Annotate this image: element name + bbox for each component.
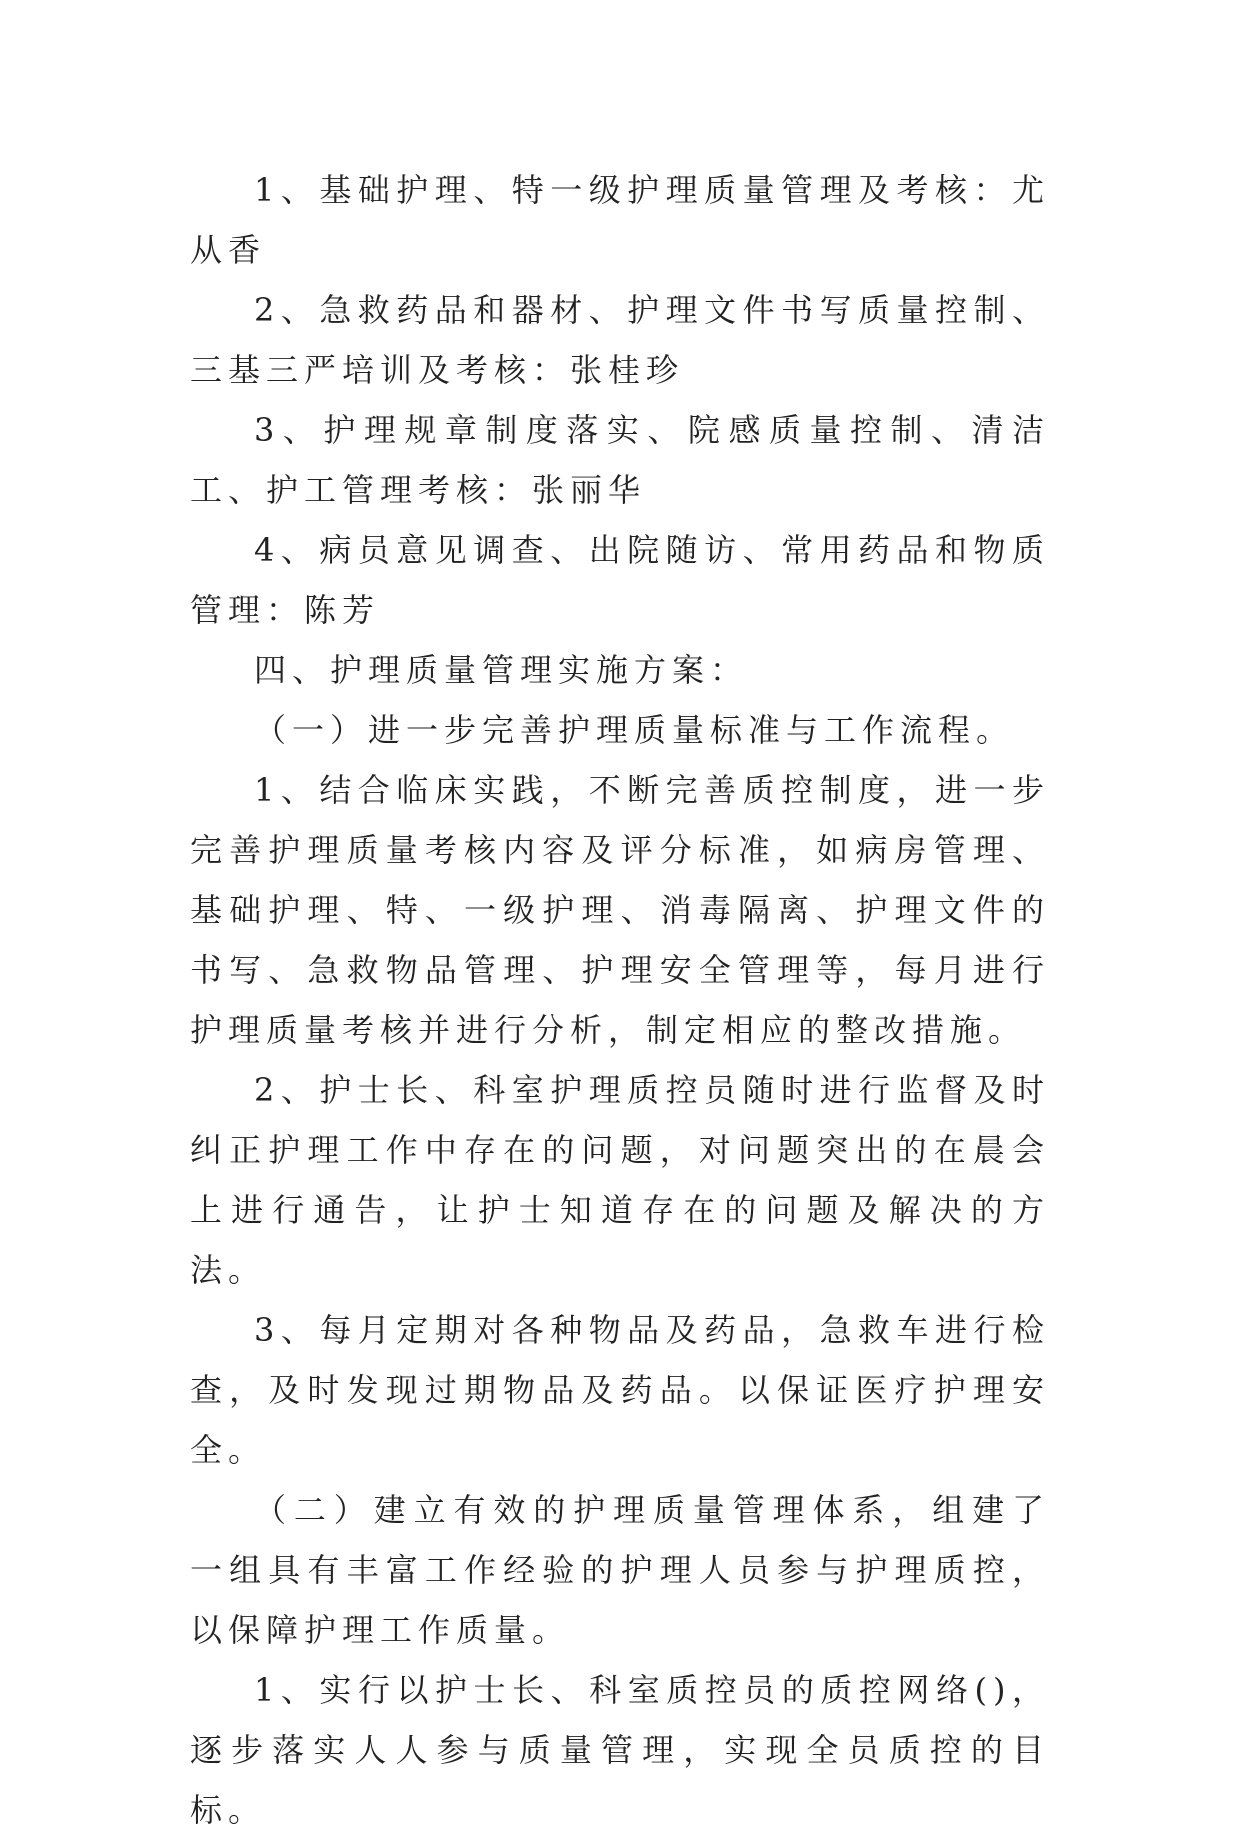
paragraph-item-2: 2、护士长、科室护理质控员随时进行监督及时纠正护理工作中存在的问题，对问题突出的在晨会上进行通告，让护士知道存在的问题及解决的方法。 (190, 1071, 1050, 1289)
paragraph-duty-4: 4、病员意见调查、出院随访、常用药品和物质管理：陈芳 (190, 531, 1050, 629)
paragraph-item-2-1: 1、实行以护士长、科室质控员的质控网络()，逐步落实人人参与质量管理，实现全员质控的目标。 (190, 1671, 1050, 1829)
paragraph-duty-3: 3、护理规章制度落实、院感质量控制、清洁工、护工管理考核：张丽华 (190, 411, 1050, 509)
paragraph-duty-1: 1、基础护理、特一级护理质量管理及考核：尤从香 (190, 171, 1050, 269)
subsection-heading-1: （一）进一步完善护理质量标准与工作流程。 (254, 711, 1015, 749)
paragraph-duty-2: 2、急救药品和器材、护理文件书写质量控制、三基三严培训及考核：张桂珍 (190, 291, 1050, 389)
document-body (190, 160, 1050, 1840)
paragraph-item-3: 3、每月定期对各种物品及药品，急救车进行检查，及时发现过期物品及药品。以保证医疗护理安全。 (190, 1311, 1050, 1469)
section-heading-4: 四、护理质量管理实施方案： (254, 651, 749, 689)
paragraph-item-1: 1、结合临床实践，不断完善质控制度，进一步完善护理质量考核内容及评分标准，如病房管理、基础护理、特、一级护理、消毒隔离、护理文件的书写、急救物品管理、护理安全管理等，每月进行护理质量考核并进行分析，制定相应的整改措施。 (190, 771, 1050, 1049)
subsection-heading-2: （二）建立有效的护理质量管理体系，组建了一组具有丰富工作经验的护理人员参与护理质控，以保障护理工作质量。 (190, 1491, 1050, 1649)
